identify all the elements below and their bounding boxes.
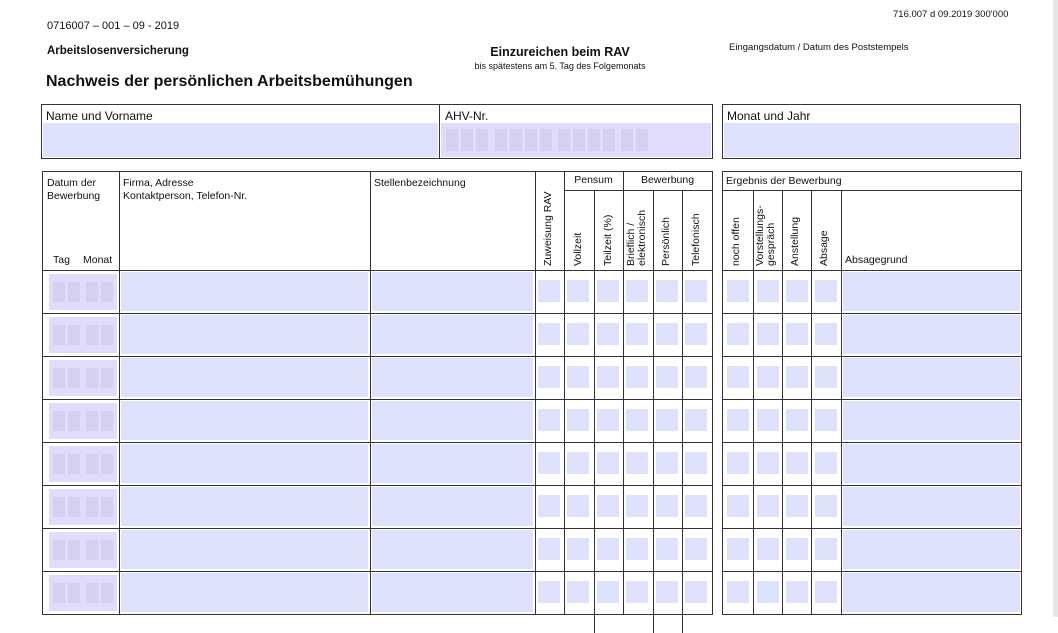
result-interview-header-line2: gespräch xyxy=(765,222,777,266)
position-field[interactable] xyxy=(372,573,533,612)
row-divider xyxy=(43,313,712,314)
part-time-field[interactable] xyxy=(597,581,619,603)
result-interview-checkbox[interactable] xyxy=(757,409,779,431)
date-field[interactable] xyxy=(49,360,117,396)
applications-table xyxy=(42,171,713,615)
table-row xyxy=(723,356,1021,399)
company-field[interactable] xyxy=(121,573,368,612)
assignment-checkbox[interactable] xyxy=(538,409,560,431)
result-group-header: Ergebnis der Bewerbung xyxy=(726,175,842,187)
ahv-label: AHV-Nr. xyxy=(445,109,489,123)
column-divider xyxy=(119,172,120,614)
submit-title: Einzureichen beim RAV xyxy=(490,45,630,59)
full-time-checkbox[interactable] xyxy=(567,538,589,560)
ahv-digit-slot xyxy=(636,129,648,151)
rejection-reason-field[interactable] xyxy=(843,315,1020,354)
table-row xyxy=(723,270,1021,313)
personal-checkbox[interactable] xyxy=(656,409,678,431)
result-rejected-header: Absage xyxy=(818,230,830,266)
assignment-checkbox[interactable] xyxy=(538,495,560,517)
date-digit-slot xyxy=(68,282,80,302)
table-row xyxy=(43,270,712,313)
date-digit-slot xyxy=(53,368,65,388)
application-group-header: Bewerbung xyxy=(640,174,695,186)
date-digit-slot xyxy=(101,282,113,302)
company-field[interactable] xyxy=(121,315,368,354)
result-open-checkbox[interactable] xyxy=(727,366,749,388)
row-divider xyxy=(43,356,712,357)
rejection-reason-field[interactable] xyxy=(843,444,1020,483)
written-checkbox[interactable] xyxy=(626,495,648,517)
full-time-checkbox[interactable] xyxy=(567,280,589,302)
phone-checkbox[interactable] xyxy=(685,366,707,388)
row-divider xyxy=(723,356,1021,357)
company-header-line2: Kontaktperson, Telefon-Nr. xyxy=(123,190,248,202)
assignment-checkbox[interactable] xyxy=(538,452,560,474)
row-divider xyxy=(723,270,1021,271)
date-field[interactable] xyxy=(49,532,117,568)
workload-full-header: Vollzeit xyxy=(572,232,584,266)
assignment-checkbox[interactable] xyxy=(538,280,560,302)
table-row xyxy=(43,485,712,528)
written-checkbox[interactable] xyxy=(626,581,648,603)
written-checkbox[interactable] xyxy=(626,538,648,560)
ahv-field[interactable] xyxy=(441,123,711,157)
part-time-field[interactable] xyxy=(597,538,619,560)
row-divider xyxy=(43,528,712,529)
part-time-field[interactable] xyxy=(597,409,619,431)
rejection-reason-field[interactable] xyxy=(843,401,1020,440)
date-digit-slot xyxy=(68,325,80,345)
date-digit-slot xyxy=(53,325,65,345)
workload-part-header: Teilzeit (%) xyxy=(602,214,614,266)
part-time-field[interactable] xyxy=(597,495,619,517)
personal-checkbox[interactable] xyxy=(656,366,678,388)
date-digit-slot xyxy=(101,411,113,431)
personal-checkbox[interactable] xyxy=(656,280,678,302)
result-rejected-checkbox[interactable] xyxy=(815,538,837,560)
result-interview-checkbox[interactable] xyxy=(757,366,779,388)
row-divider xyxy=(43,399,712,400)
ahv-digit-slot xyxy=(540,129,552,151)
company-field[interactable] xyxy=(121,444,368,483)
ahv-digit-slot xyxy=(510,129,522,151)
app-written-header-line1: Brieflich / xyxy=(625,222,637,266)
result-rejected-checkbox[interactable] xyxy=(815,409,837,431)
row-divider xyxy=(723,528,1021,529)
full-time-checkbox[interactable] xyxy=(567,366,589,388)
full-time-checkbox[interactable] xyxy=(567,409,589,431)
result-hired-checkbox[interactable] xyxy=(786,409,808,431)
full-time-checkbox[interactable] xyxy=(567,495,589,517)
table-row xyxy=(43,442,712,485)
result-open-checkbox[interactable] xyxy=(727,452,749,474)
result-rejected-checkbox[interactable] xyxy=(815,452,837,474)
written-checkbox[interactable] xyxy=(626,452,648,474)
name-field[interactable] xyxy=(43,123,438,157)
result-rejected-checkbox[interactable] xyxy=(815,581,837,603)
company-field[interactable] xyxy=(121,358,368,397)
group-divider xyxy=(564,190,712,191)
full-time-checkbox[interactable] xyxy=(567,452,589,474)
column-divider xyxy=(535,172,536,614)
personal-info-box xyxy=(41,104,713,159)
company-field[interactable] xyxy=(121,487,368,526)
assignment-checkbox[interactable] xyxy=(538,538,560,560)
result-hired-checkbox[interactable] xyxy=(786,452,808,474)
result-interview-checkbox[interactable] xyxy=(757,538,779,560)
column-divider xyxy=(623,172,624,614)
date-digit-slot xyxy=(68,497,80,517)
divider xyxy=(439,105,440,158)
position-field[interactable] xyxy=(372,272,533,311)
date-digit-slot xyxy=(86,282,98,302)
phone-checkbox[interactable] xyxy=(685,323,707,345)
rejection-reason-field[interactable] xyxy=(843,573,1020,612)
date-digit-slot xyxy=(86,325,98,345)
month-year-box xyxy=(722,104,1021,159)
result-hired-checkbox[interactable] xyxy=(786,495,808,517)
result-open-checkbox[interactable] xyxy=(727,495,749,517)
result-open-checkbox[interactable] xyxy=(727,280,749,302)
column-divider xyxy=(753,191,754,614)
column-divider xyxy=(682,191,683,633)
phone-checkbox[interactable] xyxy=(685,452,707,474)
position-field[interactable] xyxy=(372,358,533,397)
vertical-scrollbar[interactable] xyxy=(1053,0,1058,617)
form-code: 716.007 d 09.2019 300'000 xyxy=(893,9,1009,20)
column-divider xyxy=(370,172,371,614)
table-row xyxy=(723,442,1021,485)
result-rejected-checkbox[interactable] xyxy=(815,280,837,302)
date-field[interactable] xyxy=(49,317,117,353)
position-field[interactable] xyxy=(372,315,533,354)
month-year-label: Monat und Jahr xyxy=(727,109,811,123)
app-personal-header: Persönlich xyxy=(660,216,672,266)
result-hired-checkbox[interactable] xyxy=(786,366,808,388)
company-header-line1: Firma, Adresse xyxy=(123,177,194,189)
row-divider xyxy=(723,442,1021,443)
table-row xyxy=(43,528,712,571)
workload-group-header: Pensum xyxy=(574,174,613,186)
row-divider xyxy=(43,442,712,443)
ahv-digit-slot xyxy=(558,129,570,151)
result-open-checkbox[interactable] xyxy=(727,538,749,560)
result-rejected-checkbox[interactable] xyxy=(815,323,837,345)
result-hired-checkbox[interactable] xyxy=(786,581,808,603)
date-digit-slot xyxy=(86,540,98,560)
date-digit-slot xyxy=(68,368,80,388)
ahv-digit-slot xyxy=(603,129,615,151)
date-digit-slot xyxy=(53,411,65,431)
phone-checkbox[interactable] xyxy=(685,409,707,431)
row-divider xyxy=(723,485,1021,486)
phone-checkbox[interactable] xyxy=(685,495,707,517)
phone-checkbox[interactable] xyxy=(685,280,707,302)
table-row xyxy=(723,528,1021,571)
date-digit-slot xyxy=(101,454,113,474)
result-interview-checkbox[interactable] xyxy=(757,323,779,345)
date-digit-slot xyxy=(53,540,65,560)
position-field[interactable] xyxy=(372,401,533,440)
personal-checkbox[interactable] xyxy=(656,581,678,603)
position-field[interactable] xyxy=(372,444,533,483)
ahv-digit-slot xyxy=(495,129,507,151)
written-checkbox[interactable] xyxy=(626,323,648,345)
date-digit-slot xyxy=(101,368,113,388)
result-rejected-checkbox[interactable] xyxy=(815,495,837,517)
result-interview-checkbox[interactable] xyxy=(757,452,779,474)
result-interview-checkbox[interactable] xyxy=(757,280,779,302)
date-digit-slot xyxy=(68,454,80,474)
written-checkbox[interactable] xyxy=(626,366,648,388)
date-field[interactable] xyxy=(49,403,117,439)
result-hired-checkbox[interactable] xyxy=(786,323,808,345)
phone-checkbox[interactable] xyxy=(685,538,707,560)
app-written-header-line2: elektronisch xyxy=(636,209,648,266)
ahv-digit-slot xyxy=(461,129,473,151)
company-field[interactable] xyxy=(121,272,368,311)
result-open-checkbox[interactable] xyxy=(727,323,749,345)
table-row xyxy=(723,399,1021,442)
date-digit-slot xyxy=(86,497,98,517)
written-checkbox[interactable] xyxy=(626,409,648,431)
row-divider xyxy=(723,399,1021,400)
row-divider xyxy=(43,270,712,271)
personal-checkbox[interactable] xyxy=(656,323,678,345)
result-interview-header-line1: Vorstellungs- xyxy=(754,205,766,266)
row-divider xyxy=(43,485,712,486)
date-digit-slot xyxy=(53,454,65,474)
date-digit-slot xyxy=(68,411,80,431)
assignment-header: Zuweisung RAV xyxy=(542,191,554,266)
position-field[interactable] xyxy=(372,487,533,526)
date-digit-slot xyxy=(101,583,113,603)
page-title: Nachweis der persönlichen Arbeitsbemühungen xyxy=(46,73,413,90)
organization: Arbeitslosenversicherung xyxy=(47,45,189,57)
date-digit-slot xyxy=(68,540,80,560)
column-divider xyxy=(653,191,654,633)
table-row xyxy=(43,356,712,399)
personal-checkbox[interactable] xyxy=(656,452,678,474)
day-label: Tag xyxy=(53,254,70,266)
result-hired-checkbox[interactable] xyxy=(786,538,808,560)
result-interview-checkbox[interactable] xyxy=(757,581,779,603)
date-field[interactable] xyxy=(49,489,117,525)
group-divider xyxy=(723,190,1021,191)
part-time-field[interactable] xyxy=(597,323,619,345)
position-field[interactable] xyxy=(372,530,533,569)
date-digit-slot xyxy=(68,583,80,603)
position-header: Stellenbezeichnung xyxy=(374,177,466,189)
form-number: 0716007 – 001 – 09 - 2019 xyxy=(47,20,180,32)
full-time-checkbox[interactable] xyxy=(567,323,589,345)
date-field[interactable] xyxy=(49,575,117,611)
date-header: Datum der Bewerbung xyxy=(47,177,101,202)
receipt-date-label: Eingangsdatum / Datum des Poststempels xyxy=(729,42,909,53)
app-phone-header: Telefonisch xyxy=(690,213,702,266)
rejection-reason-field[interactable] xyxy=(843,530,1020,569)
date-field[interactable] xyxy=(49,274,117,310)
full-time-checkbox[interactable] xyxy=(567,581,589,603)
personal-checkbox[interactable] xyxy=(656,538,678,560)
row-divider xyxy=(723,571,1021,572)
month-year-field[interactable] xyxy=(724,123,1019,157)
written-checkbox[interactable] xyxy=(626,280,648,302)
date-digit-slot xyxy=(53,282,65,302)
rejection-reason-header: Absagegrund xyxy=(845,254,908,266)
date-digit-slot xyxy=(101,325,113,345)
ahv-digit-slot xyxy=(446,129,458,151)
column-divider xyxy=(841,191,842,614)
ahv-digit-slot xyxy=(588,129,600,151)
date-digit-slot xyxy=(53,583,65,603)
rejection-reason-field[interactable] xyxy=(843,272,1020,311)
result-rejected-checkbox[interactable] xyxy=(815,366,837,388)
ahv-digit-slot xyxy=(525,129,537,151)
date-field[interactable] xyxy=(49,446,117,482)
personal-checkbox[interactable] xyxy=(656,495,678,517)
date-digit-slot xyxy=(101,497,113,517)
result-interview-checkbox[interactable] xyxy=(757,495,779,517)
date-digit-slot xyxy=(86,411,98,431)
table-row xyxy=(43,399,712,442)
part-time-field[interactable] xyxy=(597,452,619,474)
submit-subtitle: bis spätestens am 5. Tag des Folgemonats xyxy=(474,61,646,71)
result-open-checkbox[interactable] xyxy=(727,409,749,431)
part-time-field[interactable] xyxy=(597,280,619,302)
column-divider xyxy=(811,191,812,614)
month-label: Monat xyxy=(83,254,113,266)
assignment-checkbox[interactable] xyxy=(538,323,560,345)
table-row xyxy=(43,313,712,356)
table-row xyxy=(723,571,1021,614)
table-row xyxy=(723,485,1021,528)
result-hired-checkbox[interactable] xyxy=(786,280,808,302)
table-row xyxy=(723,313,1021,356)
rejection-reason-field[interactable] xyxy=(843,487,1020,526)
ahv-digit-slot xyxy=(476,129,488,151)
company-field[interactable] xyxy=(121,401,368,440)
result-hired-header: Anstellung xyxy=(789,216,801,266)
results-table xyxy=(722,171,1022,615)
table-row xyxy=(43,571,712,614)
date-digit-slot xyxy=(53,497,65,517)
date-digit-slot xyxy=(101,540,113,560)
ahv-digit-slot xyxy=(573,129,585,151)
date-digit-slot xyxy=(86,368,98,388)
column-divider xyxy=(564,172,565,614)
ahv-digit-slot xyxy=(621,129,633,151)
assignment-checkbox[interactable] xyxy=(538,366,560,388)
column-divider xyxy=(782,191,783,614)
company-field[interactable] xyxy=(121,530,368,569)
date-digit-slot xyxy=(86,583,98,603)
part-time-field[interactable] xyxy=(597,366,619,388)
rejection-reason-field[interactable] xyxy=(843,358,1020,397)
result-open-checkbox[interactable] xyxy=(727,581,749,603)
column-divider xyxy=(594,191,595,633)
date-digit-slot xyxy=(86,454,98,474)
assignment-checkbox[interactable] xyxy=(538,581,560,603)
row-divider xyxy=(43,571,712,572)
row-divider xyxy=(723,313,1021,314)
result-open-header: noch offen xyxy=(730,217,742,266)
phone-checkbox[interactable] xyxy=(685,581,707,603)
name-label: Name und Vorname xyxy=(46,109,153,123)
